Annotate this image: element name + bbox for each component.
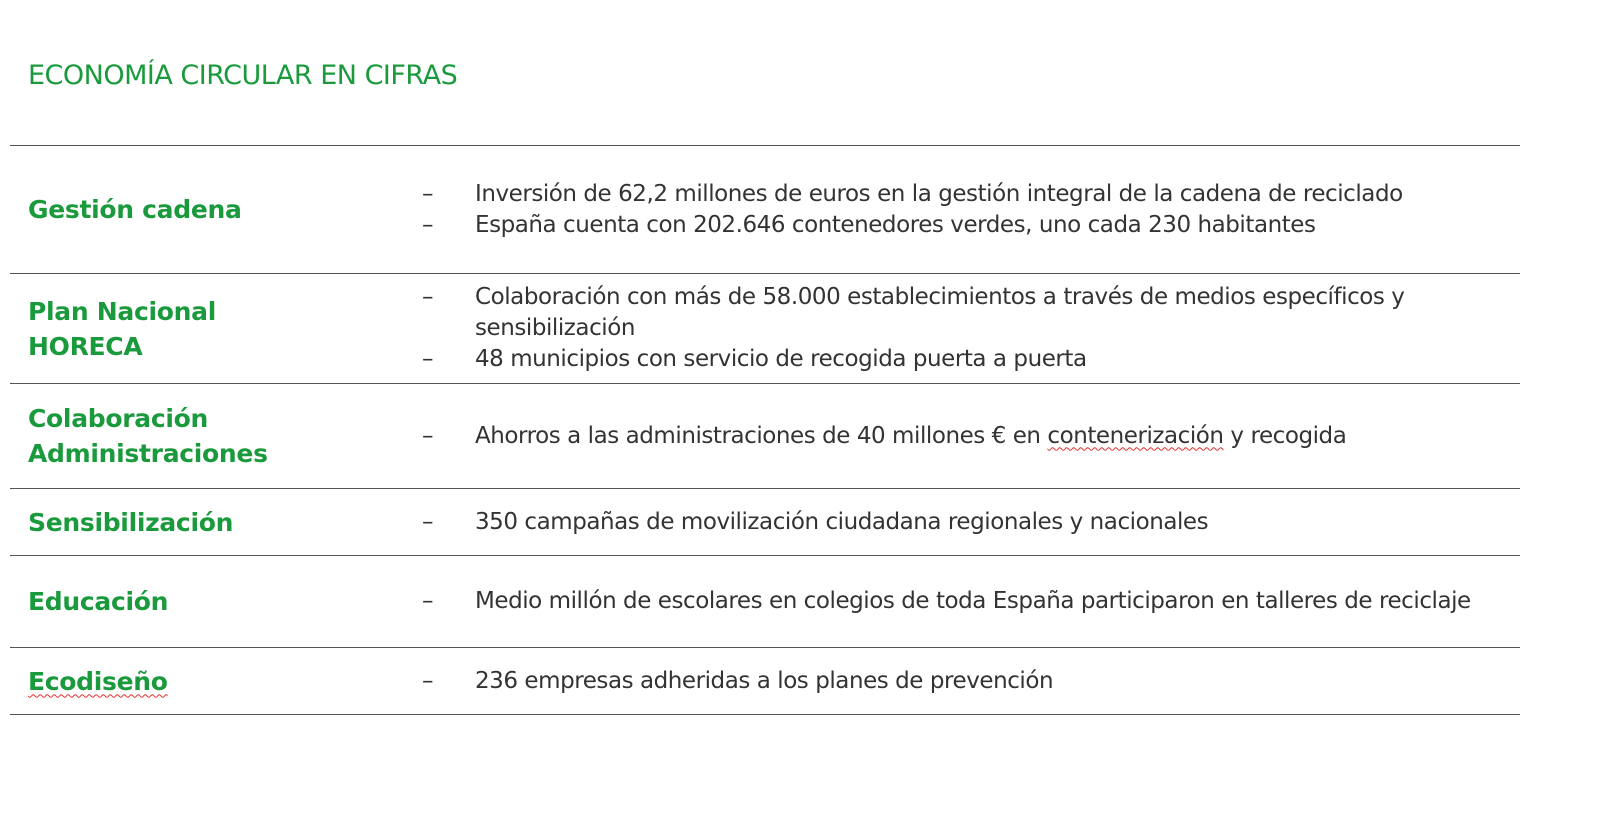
row-items: [418, 489, 1520, 555]
row-label: Colaboración Administraciones: [28, 404, 268, 468]
list-item: [418, 507, 1520, 538]
item-text: 350 campañas de movilización ciudadana regionales y nacionales: [475, 508, 1209, 535]
row-items: [418, 384, 1520, 488]
item-text: 48 municipios con servicio de recogida puerta a puerta: [475, 346, 1087, 372]
item-text: 236 empresas adheridas a los planes de prevención: [475, 667, 1054, 694]
figures-table: [10, 145, 1520, 715]
row-label: Sensibilización: [28, 507, 234, 537]
table-row-colaboracion-administraciones: [10, 383, 1520, 488]
bullet-dash: –: [422, 422, 434, 449]
list-item: [418, 344, 1520, 375]
list-item: [418, 421, 1520, 452]
item-text: Inversión de 62,2 millones de euros en la gestión integral de la cadena de reciclado: [475, 180, 1403, 207]
bullet-dash: –: [422, 211, 434, 238]
row-items: [418, 274, 1520, 383]
item-text-after: y recogida: [1223, 422, 1347, 449]
bullet-dash: –: [422, 180, 434, 207]
list-item: [418, 666, 1520, 697]
table-row-gestion-cadena: [10, 145, 1520, 273]
item-text: España cuenta con 202.646 contenedores verdes, uno cada 230 habitantes: [475, 211, 1316, 238]
row-label: Gestión cadena: [28, 195, 242, 224]
bullet-dash: –: [422, 346, 434, 372]
bullet-dash: –: [422, 667, 434, 694]
row-label-text: Ecodiseño: [28, 666, 168, 696]
table-row-ecodiseno: [10, 647, 1520, 715]
list-item: [418, 282, 1520, 344]
row-items: [418, 648, 1520, 714]
item-text: Colaboración con más de 58.000 establecimientos a través de medios específicos y sensibilización: [475, 284, 1405, 341]
table-row-sensibilizacion: [10, 488, 1520, 555]
table-row-educacion: [10, 555, 1520, 647]
row-label: Plan Nacional HORECA: [28, 296, 216, 361]
list-item: [418, 210, 1520, 241]
bullet-dash: –: [422, 284, 434, 310]
list-item: [418, 586, 1520, 617]
item-text-underlined: contenerización: [1047, 422, 1224, 449]
list-item: [418, 179, 1520, 210]
row-items: [418, 146, 1520, 273]
bullet-dash: –: [422, 588, 434, 614]
item-text-before: Ahorros a las administraciones de 40 millones € en: [475, 422, 1048, 449]
row-label: [28, 648, 408, 714]
row-label: Educación: [28, 587, 169, 616]
page-title: ECONOMÍA CIRCULAR EN CIFRAS: [28, 60, 458, 91]
table-row-plan-horeca: [10, 273, 1520, 383]
bullet-dash: –: [422, 508, 434, 535]
row-items: [418, 556, 1520, 647]
item-text: Medio millón de escolares en colegios de toda España participaron en talleres de reciclaje: [475, 588, 1471, 614]
